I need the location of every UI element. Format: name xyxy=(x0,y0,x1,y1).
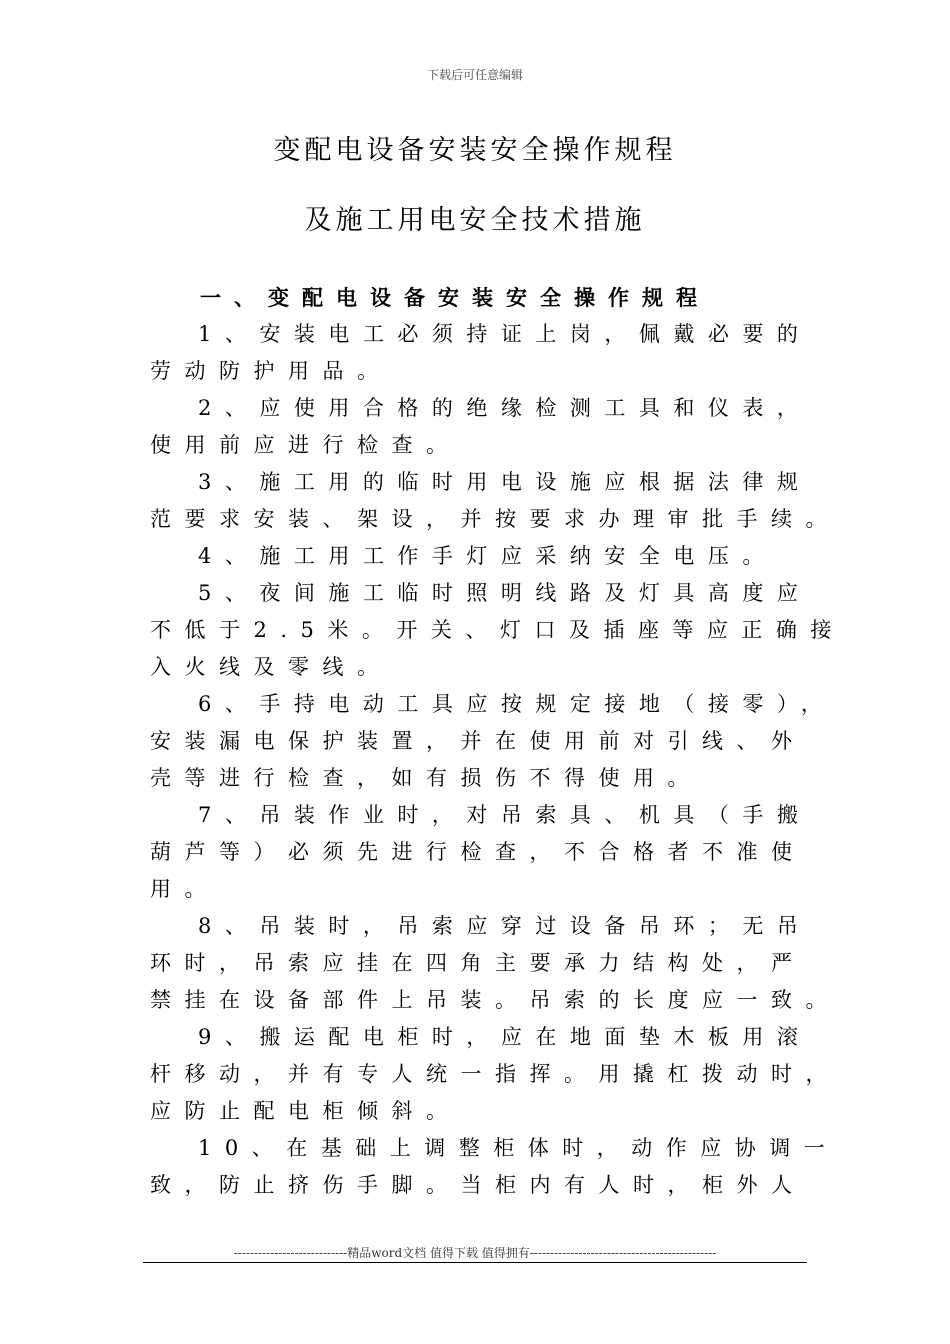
paragraph-line: 杆移动，并有专人统一指挥。用撬杠拨动时， xyxy=(150,1062,840,1086)
paragraph-line: 致，防止挤伤手脚。当柜内有人时，柜外人 xyxy=(150,1173,806,1197)
paragraph-line: 10、在基础上调整柜体时，动作应协调一 xyxy=(198,1136,839,1160)
paragraph-8 xyxy=(150,908,840,1019)
document-title-line-2: 及施工用电安全技术措施 xyxy=(304,205,646,236)
paragraph-4 xyxy=(150,538,810,575)
paragraph-line: 劳动防护用品。 xyxy=(150,359,392,383)
document-title-line-1: 变配电设备安装安全操作规程 xyxy=(273,135,677,166)
paragraph-line: 6、手持电动工具应按规定接地（接零）， xyxy=(198,692,836,716)
paragraph-line: 环时，吊索应挂在四角主要承力结构处，严 xyxy=(150,951,806,975)
paragraph-7 xyxy=(150,797,810,908)
header-note: 下载后可任意编辑 xyxy=(426,68,523,82)
paragraph-line: 1、安装电工必须持证上岗，佩戴必要的 xyxy=(198,322,812,346)
paragraph-line: 用。 xyxy=(150,877,219,901)
paragraph-line: 入火线及零线。 xyxy=(150,655,392,679)
paragraph-6 xyxy=(150,686,836,797)
paragraph-line: 葫芦等）必须先进行检查，不合格者不准使 xyxy=(150,840,806,864)
paragraph-line: 5、夜间施工临时照明线路及灯具高度应 xyxy=(198,581,812,605)
section-heading: 一、变配电设备安装安全操作规程 xyxy=(200,286,710,310)
paragraph-line: 范要求安装、架设，并按要求办理审批手续。 xyxy=(150,507,840,531)
footer-rule xyxy=(143,1262,807,1263)
paragraph-line: 4、施工用工作手灯应采纳安全电压。 xyxy=(198,544,777,568)
paragraph-line: 2、应使用合格的绝缘检测工具和仪表， xyxy=(198,396,812,420)
paragraph-10 xyxy=(150,1130,839,1204)
paragraph-line: 安装漏电保护装置，并在使用前对引线、外 xyxy=(150,729,806,753)
paragraph-line: 使用前应进行检查。 xyxy=(150,433,461,457)
document-body xyxy=(150,280,845,1204)
paragraph-9 xyxy=(150,1019,840,1130)
paragraph-line: 9、搬运配电柜时，应在地面垫木板用滚 xyxy=(198,1025,812,1049)
paragraph-3 xyxy=(150,464,840,538)
paragraph-line: 禁挂在设备部件上吊装。吊索的长度应一致。 xyxy=(150,988,840,1012)
paragraph-line: 8、吊装时，吊索应穿过设备吊环；无吊 xyxy=(198,914,812,938)
paragraph-line: 壳等进行检查，如有损伤不得使用。 xyxy=(150,766,702,790)
paragraph-1 xyxy=(150,316,810,390)
paragraph-line: 不低于2.5米。开关、灯口及插座等应正确接 xyxy=(150,618,845,642)
paragraph-5 xyxy=(150,575,845,686)
paragraph-2 xyxy=(150,390,810,464)
paragraph-line: 3、施工用的临时用电设施应根据法律规 xyxy=(198,470,812,494)
paragraph-line: 7、吊装作业时，对吊索具、机具（手搬 xyxy=(198,803,812,827)
paragraph-line: 应防止配电柜倾斜。 xyxy=(150,1099,461,1123)
footer-text: ----------------------------精品word文档 值得下载 值得拥有---------------------------------------------- xyxy=(233,1246,717,1260)
